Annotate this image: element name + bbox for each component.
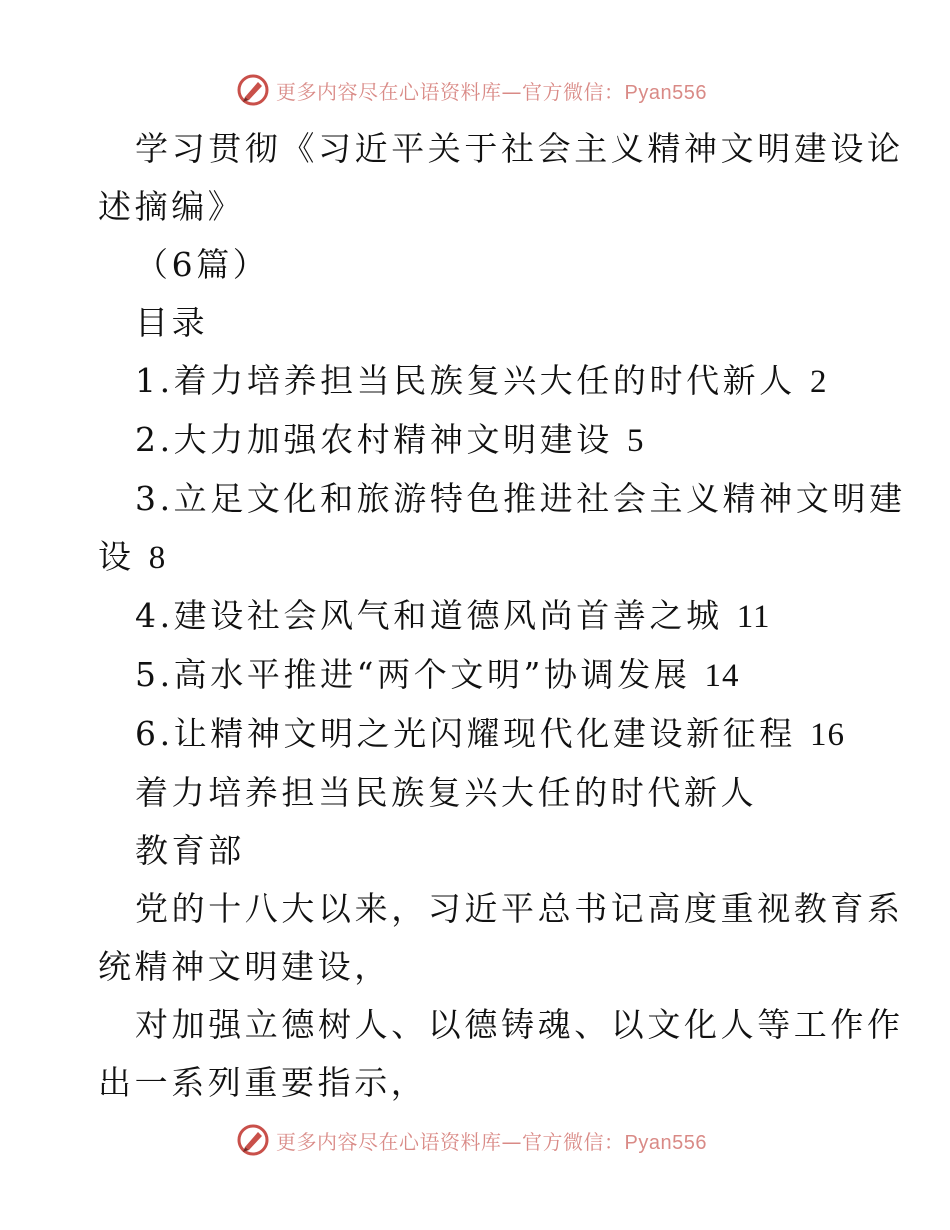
watermark-text: 更多内容尽在心语资料库—官方微信：Pyan556 (276, 1129, 707, 1154)
toc-heading: 目录 (135, 303, 209, 342)
toc-item-4: 4.建设社会风气和道德风尚首善之城 11 (135, 596, 771, 635)
toc-item-1: 1.着力培养担当民族复兴大任的时代新人 2 (135, 361, 828, 400)
toc-item-2: 2.大力加强农村精神文明建设 5 (135, 420, 645, 459)
toc-item-3-cont: 设 8 (98, 537, 167, 576)
paragraph-2-line2: 出一系列重要指示， (98, 1063, 428, 1102)
watermark-header (236, 72, 707, 108)
document-body (98, 120, 906, 1112)
doc-subtitle: （6篇） (135, 245, 270, 284)
toc-item-3: 3.立足文化和旅游特色推进社会主义精神文明建 (135, 479, 906, 518)
pen-logo-icon (236, 73, 270, 107)
doc-title-line2: 述摘编》 (98, 187, 245, 226)
paragraph-1-line1: 党的十八大以来，习近平总书记高度重视教育系 (135, 889, 904, 928)
pen-logo-icon (236, 1123, 270, 1157)
article-title: 着力培养担当民族复兴大任的时代新人 (135, 773, 758, 812)
toc-item-5: 5.高水平推进“两个文明”协调发展 14 (135, 655, 740, 694)
article-author: 教育部 (135, 831, 245, 870)
doc-title-line1: 学习贯彻《习近平关于社会主义精神文明建设论 (135, 129, 904, 168)
watermark-text: 更多内容尽在心语资料库—官方微信：Pyan556 (276, 79, 707, 104)
watermark-footer (236, 1122, 707, 1158)
paragraph-2-line1: 对加强立德树人、以德铸魂、以文化人等工作作 (135, 1005, 904, 1044)
toc-item-6: 6.让精神文明之光闪耀现代化建设新征程 16 (135, 714, 845, 753)
paragraph-1-line2: 统精神文明建设， (98, 947, 391, 986)
